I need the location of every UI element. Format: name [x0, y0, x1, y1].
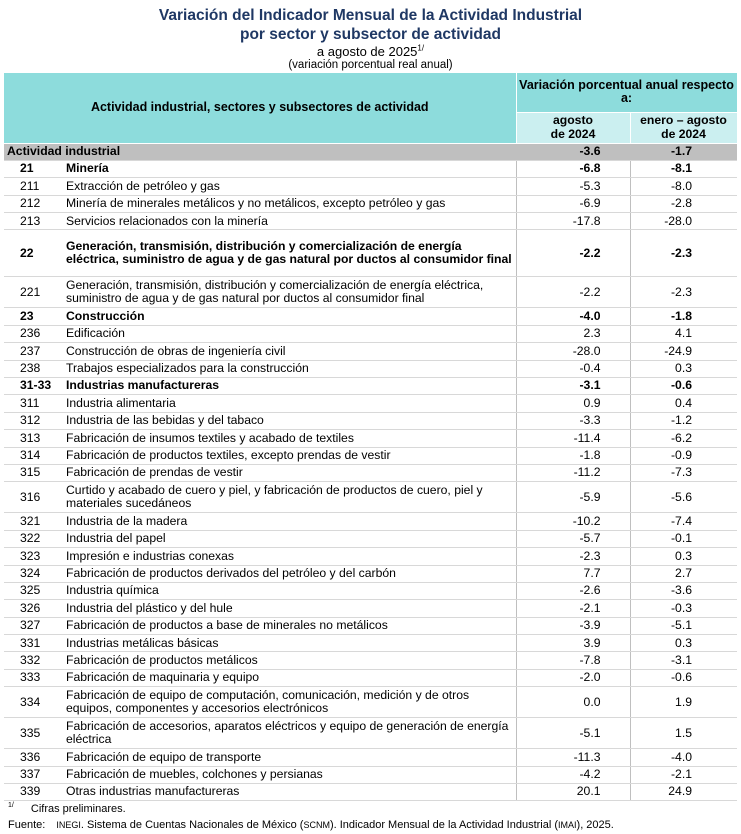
row-value-jan-aug: 4.1	[630, 325, 737, 342]
footnote-text: Cifras preliminares.	[30, 802, 126, 815]
row-value-august: -1.8	[516, 447, 630, 464]
table-row	[4, 766, 737, 783]
table-row	[4, 395, 737, 412]
row-value-august: -2.6	[516, 582, 630, 599]
table-row	[4, 447, 737, 464]
row-code: 236	[4, 325, 64, 342]
row-code: 322	[4, 530, 64, 547]
row-value-august: 3.9	[516, 635, 630, 652]
row-name: Curtido y acabado de cuero y piel, y fabricación de productos de cuero, piel y materiales sucedáneos	[64, 482, 516, 513]
row-value-august: -10.2	[516, 513, 630, 530]
row-code: 321	[4, 513, 64, 530]
title-line-3	[0, 44, 741, 59]
row-value-august: -5.3	[516, 178, 630, 195]
row-value-august: -5.7	[516, 530, 630, 547]
row-code: 237	[4, 343, 64, 360]
row-code: 331	[4, 635, 64, 652]
row-value-jan-aug: -0.1	[630, 530, 737, 547]
row-value-august: -4.2	[516, 766, 630, 783]
row-code: 325	[4, 582, 64, 599]
header-variation: Variación porcentual anual respecto a:	[516, 73, 737, 112]
row-value-august: -6.9	[516, 195, 630, 212]
row-code: 21	[4, 160, 64, 177]
row-code: 334	[4, 687, 64, 718]
row-value-august: -6.8	[516, 160, 630, 177]
title-line-2: por sector y subsector de actividad	[239, 26, 501, 43]
row-value-august: 2.3	[516, 325, 630, 342]
row-name: Industrias metálicas básicas	[64, 635, 516, 652]
row-value-jan-aug: 0.3	[630, 635, 737, 652]
source-text-2: ). Indicador Mensual de la Actividad Industrial (	[329, 819, 559, 831]
table-row	[4, 343, 737, 360]
row-code: 311	[4, 395, 64, 412]
row-value-august: -3.6	[516, 143, 630, 160]
row-name: Construcción de obras de ingeniería civil	[64, 343, 516, 360]
table-row	[4, 195, 737, 212]
row-name: Fabricación de productos textiles, excepto prendas de vestir	[64, 447, 516, 464]
row-value-jan-aug: -7.3	[630, 464, 737, 481]
table-total-row	[4, 143, 737, 160]
row-value-jan-aug: -2.8	[630, 195, 737, 212]
row-value-august: -17.8	[516, 213, 630, 230]
row-value-jan-aug: -1.8	[630, 308, 737, 325]
row-value-jan-aug: -7.4	[630, 513, 737, 530]
table-row	[4, 582, 737, 599]
row-code: 238	[4, 360, 64, 377]
row-value-jan-aug: -0.9	[630, 447, 737, 464]
row-value-jan-aug: -5.6	[630, 482, 737, 513]
row-name: Construcción	[64, 308, 516, 325]
row-name: Fabricación de productos derivados del petróleo y del carbón	[64, 565, 516, 582]
row-code: 327	[4, 617, 64, 634]
row-name: Fabricación de accesorios, aparatos eléctricos y equipo de generación de energía eléctrica	[64, 718, 516, 749]
title-line-4: (variación porcentual real anual)	[288, 59, 453, 71]
row-value-jan-aug: -3.1	[630, 652, 737, 669]
row-value-jan-aug: -1.7	[630, 143, 737, 160]
row-value-jan-aug: -6.2	[630, 430, 737, 447]
table-row	[4, 412, 737, 429]
row-value-august: -2.2	[516, 230, 630, 277]
row-value-jan-aug: -8.1	[630, 160, 737, 177]
row-value-jan-aug: 2.7	[630, 565, 737, 582]
row-value-jan-aug: 24.9	[630, 784, 737, 801]
row-name: Fabricación de equipo de transporte	[64, 749, 516, 766]
row-name: Servicios relacionados con la minería	[64, 213, 516, 230]
table-row	[4, 178, 737, 195]
table-row	[4, 277, 737, 308]
table-row	[4, 600, 737, 617]
row-value-jan-aug: -8.0	[630, 178, 737, 195]
table-row	[4, 530, 737, 547]
row-name: Industria del papel	[64, 530, 516, 547]
row-name: Fabricación de equipo de computación, comunicación, medición y de otros equipos, componentes y accesorios electrónicos	[64, 687, 516, 718]
row-name: Industria de la madera	[64, 513, 516, 530]
table-row	[4, 652, 737, 669]
row-name: Otras industrias manufactureras	[64, 784, 516, 801]
row-value-august: -5.1	[516, 718, 630, 749]
row-value-august: -5.9	[516, 482, 630, 513]
row-name: Fabricación de productos metálicos	[64, 652, 516, 669]
row-value-august: -3.3	[516, 412, 630, 429]
title-block	[0, 0, 741, 72]
footnote-mark: 1/	[8, 802, 14, 809]
title-footnote-mark: 1/	[417, 43, 425, 53]
row-code: 22	[4, 230, 64, 277]
row-value-august: -11.3	[516, 749, 630, 766]
row-value-jan-aug: -28.0	[630, 213, 737, 230]
row-value-august: -7.8	[516, 652, 630, 669]
row-code: 221	[4, 277, 64, 308]
row-code: 212	[4, 195, 64, 212]
row-value-jan-aug: -2.1	[630, 766, 737, 783]
table-row	[4, 749, 737, 766]
row-value-jan-aug: -0.3	[630, 600, 737, 617]
table-row	[4, 635, 737, 652]
table-row	[4, 430, 737, 447]
row-value-jan-aug: -2.3	[630, 277, 737, 308]
row-name: Minería	[64, 160, 516, 177]
row-code: 211	[4, 178, 64, 195]
table-row	[4, 687, 737, 718]
row-name: Fabricación de insumos textiles y acabado de textiles	[64, 430, 516, 447]
row-value-august: 0.0	[516, 687, 630, 718]
row-value-august: -11.4	[516, 430, 630, 447]
row-value-august: -2.2	[516, 277, 630, 308]
row-value-august: -3.1	[516, 378, 630, 395]
header-activity: Actividad industrial, sectores y subsectores de actividad	[4, 73, 516, 143]
row-value-jan-aug: -0.6	[630, 669, 737, 686]
row-value-jan-aug: -1.2	[630, 412, 737, 429]
row-value-august: -28.0	[516, 343, 630, 360]
row-code: 336	[4, 749, 64, 766]
row-code: 213	[4, 213, 64, 230]
row-code: 333	[4, 669, 64, 686]
row-value-august: -4.0	[516, 308, 630, 325]
row-value-jan-aug: 1.5	[630, 718, 737, 749]
row-name: Edificación	[64, 325, 516, 342]
row-name: Industria del plástico y del hule	[64, 600, 516, 617]
industrial-activity-table	[4, 73, 738, 801]
row-value-august: -2.1	[516, 600, 630, 617]
row-code: 323	[4, 548, 64, 565]
table-row	[4, 230, 737, 277]
table-row	[4, 617, 737, 634]
table-row	[4, 325, 737, 342]
row-value-august: 7.7	[516, 565, 630, 582]
row-value-august: 20.1	[516, 784, 630, 801]
row-name: Industria química	[64, 582, 516, 599]
row-name: Fabricación de muebles, colchones y persianas	[64, 766, 516, 783]
row-code: 313	[4, 430, 64, 447]
row-name: Extracción de petróleo y gas	[64, 178, 516, 195]
table-row	[4, 360, 737, 377]
source-text-1: . Sistema de Cuentas Nacionales de México (	[80, 819, 304, 831]
header-col-august: agosto de 2024	[516, 112, 630, 143]
source-label: Fuente:	[8, 819, 46, 831]
row-name: Industrias manufactureras	[64, 378, 516, 395]
table-row	[4, 669, 737, 686]
row-value-august: -3.9	[516, 617, 630, 634]
row-value-august: -2.3	[516, 548, 630, 565]
row-value-jan-aug: -3.6	[630, 582, 737, 599]
row-code: 332	[4, 652, 64, 669]
row-code: 312	[4, 412, 64, 429]
row-name: Generación, transmisión, distribución y comercialización de energía eléctrica, suministro de agua y de gas natural por ductos al consumidor final	[64, 230, 516, 277]
row-code: 324	[4, 565, 64, 582]
row-value-jan-aug: 0.3	[630, 360, 737, 377]
title-line-1: Variación del Indicador Mensual de la Actividad Industrial	[158, 7, 583, 24]
row-code: 326	[4, 600, 64, 617]
table-row	[4, 565, 737, 582]
row-value-jan-aug: -2.3	[630, 230, 737, 277]
row-code: 339	[4, 784, 64, 801]
row-value-jan-aug: 0.3	[630, 548, 737, 565]
row-code: 315	[4, 464, 64, 481]
source-note	[8, 819, 614, 831]
row-value-jan-aug: -4.0	[630, 749, 737, 766]
row-name: Fabricación de maquinaria y equipo	[64, 669, 516, 686]
row-name: Industria de las bebidas y del tabaco	[64, 412, 516, 429]
source-imai: IMAI	[558, 820, 577, 830]
row-value-august: -0.4	[516, 360, 630, 377]
row-value-jan-aug: 0.4	[630, 395, 737, 412]
row-name: Generación, transmisión, distribución y comercialización de energía eléctrica, suministro de agua y de gas natural por ductos al consumidor final	[64, 277, 516, 308]
row-code: 23	[4, 308, 64, 325]
table-row	[4, 784, 737, 801]
row-code: 31-33	[4, 378, 64, 395]
footnote-preliminary	[8, 802, 126, 815]
row-name: Trabajos especializados para la construcción	[64, 360, 516, 377]
table-row	[4, 464, 737, 481]
table-row	[4, 378, 737, 395]
row-code: 314	[4, 447, 64, 464]
table-row	[4, 482, 737, 513]
row-code: 316	[4, 482, 64, 513]
row-value-jan-aug: 1.9	[630, 687, 737, 718]
table-row	[4, 160, 737, 177]
row-value-august: -2.0	[516, 669, 630, 686]
row-value-august: 0.9	[516, 395, 630, 412]
row-value-jan-aug: -0.6	[630, 378, 737, 395]
table-row	[4, 213, 737, 230]
row-name: Impresión e industrias conexas	[64, 548, 516, 565]
title-date: a agosto de 2025	[316, 44, 418, 59]
row-code: 337	[4, 766, 64, 783]
table-row	[4, 548, 737, 565]
row-code: 335	[4, 718, 64, 749]
row-value-jan-aug: -24.9	[630, 343, 737, 360]
row-value-august: -11.2	[516, 464, 630, 481]
source-inegi: INEGI	[56, 820, 81, 830]
row-name: Fabricación de productos a base de minerales no metálicos	[64, 617, 516, 634]
row-name: Minería de minerales metálicos y no metálicos, excepto petróleo y gas	[64, 195, 516, 212]
row-label: Actividad industrial	[4, 143, 516, 160]
table-row	[4, 513, 737, 530]
table-body	[4, 143, 737, 801]
row-name: Fabricación de prendas de vestir	[64, 464, 516, 481]
table-row	[4, 718, 737, 749]
row-value-jan-aug: -5.1	[630, 617, 737, 634]
source-scnm: SCNM	[303, 820, 330, 830]
source-text-3: ), 2025.	[576, 819, 614, 831]
table-row	[4, 308, 737, 325]
row-name: Industria alimentaria	[64, 395, 516, 412]
header-col-jan-aug: enero – agosto de 2024	[630, 112, 737, 143]
